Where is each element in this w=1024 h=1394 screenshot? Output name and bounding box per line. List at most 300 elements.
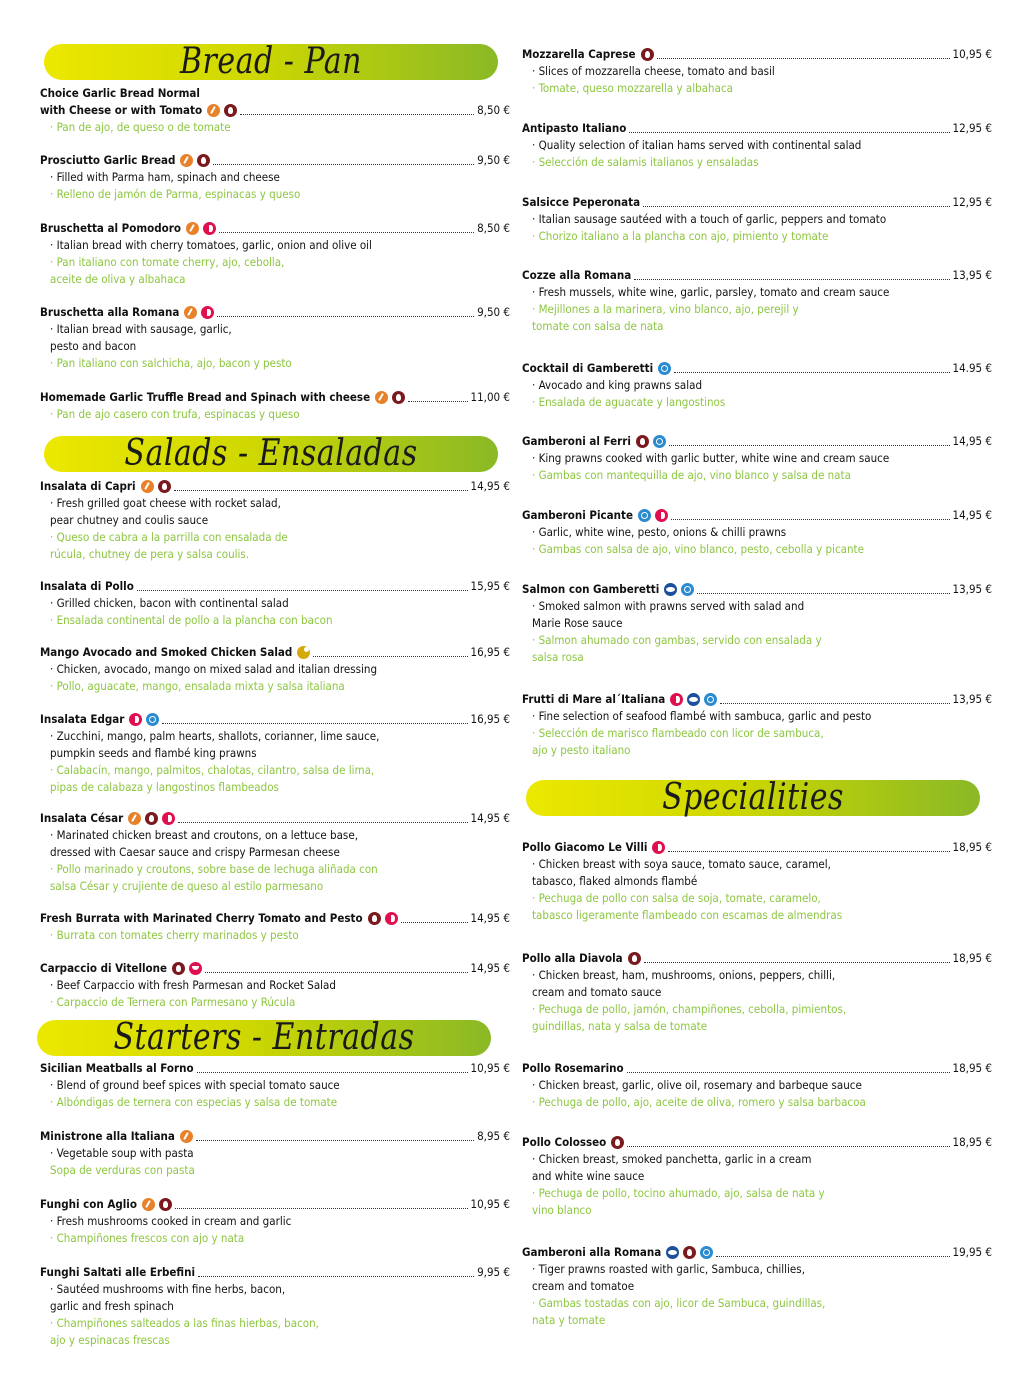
item-name: Pollo Giacomo Le Villi xyxy=(522,840,648,854)
menu-item xyxy=(40,304,510,372)
allergen-icons xyxy=(664,583,694,596)
dot-leader xyxy=(627,1146,949,1147)
item-description-es: · Pan italiano con salchicha, ajo, bacon y pesto xyxy=(50,356,292,370)
mustard-icon xyxy=(297,646,310,659)
gluten-icon xyxy=(128,812,141,825)
item-header xyxy=(40,1060,510,1077)
item-name: Bruschetta al Pomodoro xyxy=(40,221,181,235)
item-description-en: and white wine sauce xyxy=(532,1169,645,1183)
menu-item xyxy=(40,578,510,629)
allergen-icons xyxy=(207,104,237,117)
shellfish-icon xyxy=(146,713,159,726)
dot-leader xyxy=(217,316,474,317)
item-description-es: · Calabacín, mango, palmitos, chalotas, cilantro, salsa de lima, xyxy=(50,763,375,777)
item-name: Mozzarella Caprese xyxy=(522,47,636,61)
item-name: Carpaccio di Vitellone xyxy=(40,961,168,975)
dot-leader xyxy=(643,206,949,207)
item-description-es: · Gambas tostadas con ajo, licor de Sambuca, guindillas, xyxy=(532,1296,826,1310)
item-header xyxy=(522,1060,992,1077)
allergen-icons xyxy=(172,962,202,975)
item-header xyxy=(522,267,992,284)
item-name: Insalata Edgar xyxy=(40,712,125,726)
nuts-icon xyxy=(652,841,665,854)
item-description-en: · Italian sausage sautéed with a touch of garlic, peppers and tomato xyxy=(532,212,887,226)
item-description-en: · Fresh grilled goat cheese with rocket salad, xyxy=(50,496,281,510)
item-header xyxy=(40,220,510,237)
item-name: Pollo Rosemarino xyxy=(522,1061,624,1075)
nuts-icon xyxy=(201,306,214,319)
dairy-icon xyxy=(611,1136,624,1149)
item-price: 19,95 € xyxy=(952,1245,992,1259)
menu-item xyxy=(40,810,510,895)
gluten-icon xyxy=(375,391,388,404)
item-description-es: · Chorizo italiano a la plancha con ajo, pimiento y tomate xyxy=(532,229,829,243)
item-price: 18,95 € xyxy=(952,840,992,854)
allergen-icons xyxy=(180,1130,193,1143)
item-header xyxy=(40,711,510,728)
gluten-icon xyxy=(207,104,220,117)
item-description-es: · Pollo, aguacate, mango, ensalada mixta y salsa italiana xyxy=(50,679,345,693)
menu-item xyxy=(40,389,510,423)
item-price: 14,95 € xyxy=(952,508,992,522)
menu-item xyxy=(522,46,992,97)
menu-item xyxy=(522,581,992,666)
item-description-en: garlic and fresh spinach xyxy=(50,1299,174,1313)
dairy-icon xyxy=(683,1246,696,1259)
menu-item xyxy=(40,1264,510,1349)
item-header xyxy=(522,1134,992,1151)
item-description-en: · Fine selection of seafood flambé with sambuca, garlic and pesto xyxy=(532,709,872,723)
dairy-icon xyxy=(641,48,654,61)
gluten-icon xyxy=(180,154,193,167)
item-header xyxy=(40,644,510,661)
item-description-es: pipas de calabaza y langostinos flambeados xyxy=(50,780,279,794)
allergen-icons xyxy=(652,841,665,854)
item-price: 10,95 € xyxy=(952,47,992,61)
item-description-en: · Italian bread with cherry tomatoes, garlic, onion and olive oil xyxy=(50,238,372,252)
item-description-es: vino blanco xyxy=(532,1203,592,1217)
dot-leader xyxy=(178,822,467,823)
menu-item xyxy=(522,691,992,759)
allergen-icons xyxy=(611,1136,624,1149)
item-price: 13,95 € xyxy=(952,268,992,282)
dot-leader xyxy=(644,962,950,963)
item-price: 8,95 € xyxy=(477,1129,510,1143)
item-price: 18,95 € xyxy=(952,1061,992,1075)
item-header xyxy=(40,102,510,119)
dot-leader xyxy=(627,1072,950,1073)
dot-leader xyxy=(671,519,950,520)
nuts-icon xyxy=(670,693,683,706)
item-name: Salmon con Gamberetti xyxy=(522,582,660,596)
shellfish-icon xyxy=(653,435,666,448)
menu-item xyxy=(522,507,992,558)
item-name: Salsicce Peperonata xyxy=(522,195,641,209)
item-description-en: · Chicken breast, smoked panchetta, garlic in a cream xyxy=(532,1152,812,1166)
item-description-es: · Queso de cabra a la parrilla con ensalada de xyxy=(50,530,288,544)
item-header xyxy=(522,581,992,598)
shellfish-icon xyxy=(638,509,651,522)
item-description-es: · Pan de ajo casero con trufa, espinacas y queso xyxy=(50,407,300,421)
item-description-en: · Quality selection of italian hams served with continental salad xyxy=(532,138,862,152)
item-description-en: dressed with Caesar sauce and crispy Parmesan cheese xyxy=(50,845,340,859)
item-description-en: · Sautéed mushrooms with fine herbs, bacon, xyxy=(50,1282,286,1296)
item-header xyxy=(40,1264,510,1281)
item-price: 16,95 € xyxy=(470,645,510,659)
item-description-en: tabasco, flaked almonds flambé xyxy=(532,874,698,888)
menu-item xyxy=(40,1128,510,1179)
item-description-en: pumpkin seeds and flambé king prawns xyxy=(50,746,257,760)
item-description-en: · Avocado and king prawns salad xyxy=(532,378,703,392)
egg-icon xyxy=(189,962,202,975)
allergen-icons xyxy=(368,912,398,925)
item-description-es: · Champiñones salteados a las finas hierbas, bacon, xyxy=(50,1316,319,1330)
item-description-en: · Smoked salmon with prawns served with salad and xyxy=(532,599,805,613)
menu-item xyxy=(40,152,510,203)
item-header xyxy=(40,1128,510,1145)
item-header xyxy=(40,152,510,169)
item-description-es: · Mejillones a la marinera, vino blanco, ajo, perejil y xyxy=(532,302,799,316)
item-description-en: · Blend of ground beef spices with special tomato sauce xyxy=(50,1078,340,1092)
allergen-icons xyxy=(142,1198,172,1211)
item-description-es: · Pan de ajo, de queso o de tomate xyxy=(50,120,231,134)
dairy-icon xyxy=(172,962,185,975)
item-name: Bruschetta alla Romana xyxy=(40,305,180,319)
menu-item xyxy=(40,960,510,1011)
item-name: Prosciutto Garlic Bread xyxy=(40,153,176,167)
item-description-es: · Carpaccio de Ternera con Parmesano y Rúcula xyxy=(50,995,296,1009)
dot-leader xyxy=(657,58,950,59)
item-price: 9,50 € xyxy=(477,153,510,167)
item-description-en: · Italian bread with sausage, garlic, xyxy=(50,322,232,336)
allergen-icons xyxy=(641,48,654,61)
item-name: Gamberoni al Ferri xyxy=(522,434,631,448)
item-description-en: · Fresh mussels, white wine, garlic, parsley, tomato and cream sauce xyxy=(532,285,890,299)
item-description-en: · Chicken breast with soya sauce, tomato sauce, caramel, xyxy=(532,857,831,871)
item-description-en: · Filled with Parma ham, spinach and cheese xyxy=(50,170,280,184)
item-header xyxy=(522,46,992,63)
dairy-icon xyxy=(628,952,641,965)
allergen-icons xyxy=(658,362,671,375)
item-price: 12,95 € xyxy=(952,121,992,135)
item-name: Frutti di Mare al´Italiana xyxy=(522,692,666,706)
allergen-icons xyxy=(636,435,666,448)
section-banner-bread xyxy=(44,40,498,83)
dairy-icon xyxy=(158,480,171,493)
item-description-en: pear chutney and coulis sauce xyxy=(50,513,209,527)
item-description-es: · Ensalada de aguacate y langostinos xyxy=(532,395,726,409)
item-header xyxy=(40,304,510,321)
item-description-es: · Pollo marinado y croutons, sobre base de lechuga aliñada con xyxy=(50,862,378,876)
item-description-en: · Marinated chicken breast and croutons, on a lettuce base, xyxy=(50,828,358,842)
fish-icon xyxy=(687,693,700,706)
item-description-en: · Slices of mozzarella cheese, tomato and basil xyxy=(532,64,775,78)
menu-item xyxy=(40,644,510,695)
shellfish-icon xyxy=(704,693,717,706)
item-price: 11,00 € xyxy=(470,390,510,404)
item-description-es: · Selección de marisco flambeado con licor de sambuca, xyxy=(532,726,824,740)
item-description-es: · Pechuga de pollo, tocino ahumado, ajo, salsa de nata y xyxy=(532,1186,825,1200)
item-description-en: · Chicken, avocado, mango on mixed salad and italian dressing xyxy=(50,662,378,676)
allergen-icons xyxy=(638,509,668,522)
item-description-es: · Albóndigas de ternera con especias y salsa de tomate xyxy=(50,1095,338,1109)
allergen-icons xyxy=(129,713,159,726)
item-description-es: salsa César y crujiente de queso al estilo parmesano xyxy=(50,879,324,893)
item-name: with Cheese or with Tomato xyxy=(40,103,203,117)
allergen-icons xyxy=(666,1246,713,1259)
item-price: 9,50 € xyxy=(477,305,510,319)
menu-item xyxy=(522,194,992,245)
allergen-icons xyxy=(297,646,310,659)
item-description-es: · Tomate, queso mozzarella y albahaca xyxy=(532,81,733,95)
nuts-icon xyxy=(385,912,398,925)
dot-leader xyxy=(213,164,474,165)
dot-leader xyxy=(401,922,468,923)
item-name: Mango Avocado and Smoked Chicken Salad xyxy=(40,645,293,659)
item-name: Insalata di Pollo xyxy=(40,579,134,593)
item-header xyxy=(522,839,992,856)
item-name: Insalata di Capri xyxy=(40,479,136,493)
item-name: Homemade Garlic Truffle Bread and Spinach with cheese xyxy=(40,390,371,404)
item-header xyxy=(522,120,992,137)
allergen-icons xyxy=(184,306,214,319)
dot-leader xyxy=(162,723,467,724)
item-description-en: · Garlic, white wine, pesto, onions & chilli prawns xyxy=(532,525,787,539)
section-banner-specialities xyxy=(526,776,980,819)
menu-item xyxy=(40,220,510,288)
item-name: Ministrone alla Italiana xyxy=(40,1129,175,1143)
dairy-icon xyxy=(197,154,210,167)
allergen-icons xyxy=(180,154,210,167)
item-description-es: · Gambas con salsa de ajo, vino blanco, pesto, cebolla y picante xyxy=(532,542,864,556)
item-header xyxy=(522,691,992,708)
dot-leader xyxy=(697,593,949,594)
item-header xyxy=(40,578,510,595)
menu-item xyxy=(522,950,992,1035)
item-description-en: · Grilled chicken, bacon with continental salad xyxy=(50,596,289,610)
item-description-es: · Selección de salamis italianos y ensaladas xyxy=(532,155,759,169)
gluten-icon xyxy=(184,306,197,319)
item-price: 15,95 € xyxy=(470,579,510,593)
item-header xyxy=(522,507,992,524)
dairy-icon xyxy=(636,435,649,448)
item-name: Gamberoni alla Romana xyxy=(522,1245,662,1259)
menu-item xyxy=(522,1244,992,1329)
dairy-icon xyxy=(224,104,237,117)
item-name-line1: Choice Garlic Bread Normal xyxy=(40,86,200,100)
shellfish-icon xyxy=(658,362,671,375)
item-price: 14.95 € xyxy=(952,361,992,375)
item-header xyxy=(40,960,510,977)
item-description-es: Sopa de verduras con pasta xyxy=(50,1163,195,1177)
item-description-es: tomate con salsa de nata xyxy=(532,319,664,333)
item-header xyxy=(522,194,992,211)
dairy-icon xyxy=(159,1198,172,1211)
item-price: 12,95 € xyxy=(952,195,992,209)
menu-item xyxy=(522,1060,992,1111)
item-name: Insalata César xyxy=(40,811,124,825)
item-description-en: · Chicken breast, garlic, olive oil, rosemary and barbeque sauce xyxy=(532,1078,862,1092)
allergen-icons xyxy=(128,812,175,825)
item-price: 14,95 € xyxy=(952,434,992,448)
dot-leader xyxy=(720,703,949,704)
item-name: Cocktail di Gamberetti xyxy=(522,361,654,375)
item-price: 9,95 € xyxy=(477,1265,510,1279)
section-title: Bread - Pan xyxy=(180,40,362,83)
item-header xyxy=(522,950,992,967)
item-name: Pollo Colosseo xyxy=(522,1135,607,1149)
dot-leader xyxy=(668,851,949,852)
item-header xyxy=(40,478,510,495)
gluten-icon xyxy=(141,480,154,493)
item-description-en: pesto and bacon xyxy=(50,339,137,353)
item-description-en: · King prawns cooked with garlic butter, white wine and cream sauce xyxy=(532,451,890,465)
item-description-es: · Pechuga de pollo, ajo, aceite de oliva, romero y salsa barbacoa xyxy=(532,1095,866,1109)
item-price: 18,95 € xyxy=(952,951,992,965)
menu-item xyxy=(40,478,510,563)
menu-item xyxy=(40,1060,510,1111)
dot-leader xyxy=(669,445,950,446)
allergen-icons xyxy=(186,222,216,235)
item-description-es: · Champiñones frescos con ajo y nata xyxy=(50,1231,245,1245)
allergen-icons xyxy=(375,391,405,404)
dot-leader xyxy=(219,232,474,233)
shellfish-icon xyxy=(681,583,694,596)
menu-item xyxy=(522,433,992,484)
item-description-es: nata y tomate xyxy=(532,1313,606,1327)
item-price: 8,50 € xyxy=(477,221,510,235)
item-name: Sicilian Meatballs al Forno xyxy=(40,1061,194,1075)
item-description-es: rúcula, chutney de pera y salsa coulis. xyxy=(50,547,250,561)
section-banner-starters xyxy=(37,1016,491,1059)
item-description-en: · Fresh mushrooms cooked in cream and garlic xyxy=(50,1214,292,1228)
dot-leader xyxy=(313,656,467,657)
item-description-en: · Tiger prawns roasted with garlic, Sambuca, chillies, xyxy=(532,1262,805,1276)
item-description-en: · Beef Carpaccio with fresh Parmesan and Rocket Salad xyxy=(50,978,336,992)
item-price: 8,50 € xyxy=(477,103,510,117)
fish-icon xyxy=(666,1246,679,1259)
nuts-icon xyxy=(129,713,142,726)
dot-leader xyxy=(197,1072,468,1073)
item-name: Cozze alla Romana xyxy=(522,268,632,282)
dot-leader xyxy=(716,1256,949,1257)
dairy-icon xyxy=(145,812,158,825)
item-description-es: · Gambas con mantequilla de ajo, vino blanco y salsa de nata xyxy=(532,468,851,482)
menu-item xyxy=(40,1196,510,1247)
menu-item xyxy=(522,120,992,171)
item-name: Antipasto Italiano xyxy=(522,121,627,135)
item-price: 13,95 € xyxy=(952,692,992,706)
shellfish-icon xyxy=(700,1246,713,1259)
allergen-icons xyxy=(628,952,641,965)
item-price: 18,95 € xyxy=(952,1135,992,1149)
fish-icon xyxy=(664,583,677,596)
item-header xyxy=(40,1196,510,1213)
item-description-en: · Vegetable soup with pasta xyxy=(50,1146,194,1160)
item-price: 10,95 € xyxy=(470,1197,510,1211)
allergen-icons xyxy=(670,693,717,706)
item-description-es: ajo y pesto italiano xyxy=(532,743,631,757)
item-name: Funghi con Aglio xyxy=(40,1197,137,1211)
dot-leader xyxy=(408,401,467,402)
dot-leader xyxy=(174,490,468,491)
item-header xyxy=(522,360,992,377)
section-title: Salads - Ensaladas xyxy=(124,432,418,475)
item-header xyxy=(522,1244,992,1261)
item-description-en: · Chicken breast, ham, mushrooms, onions, peppers, chilli, xyxy=(532,968,836,982)
section-title: Specialities xyxy=(662,776,844,819)
menu-item xyxy=(522,839,992,924)
dot-leader xyxy=(634,279,949,280)
item-description-es: · Ensalada continental de pollo a la plancha con bacon xyxy=(50,613,333,627)
gluten-icon xyxy=(186,222,199,235)
item-description-es: · Salmon ahumado con gambas, servido con ensalada y xyxy=(532,633,822,647)
item-price: 14,95 € xyxy=(470,961,510,975)
menu-item xyxy=(40,711,510,796)
menu-item xyxy=(522,267,992,335)
item-name: Funghi Saltati alle Erbefini xyxy=(40,1265,196,1279)
item-header xyxy=(522,433,992,450)
item-description-es: · Pechuga de pollo con salsa de soja, tomate, caramelo, xyxy=(532,891,821,905)
item-description-es: · Pechuga de pollo, jamón, champiñones, cebolla, pimientos, xyxy=(532,1002,847,1016)
item-description-es: tabasco ligeramente flambeado con escamas de almendras xyxy=(532,908,843,922)
item-description-es: · Relleno de jamón de Parma, espinacas y queso xyxy=(50,187,301,201)
item-price: 14,95 € xyxy=(470,811,510,825)
nuts-icon xyxy=(203,222,216,235)
menu-item xyxy=(40,910,510,944)
item-price: 14,95 € xyxy=(470,479,510,493)
dot-leader xyxy=(175,1208,468,1209)
item-price: 16,95 € xyxy=(470,712,510,726)
gluten-icon xyxy=(142,1198,155,1211)
item-name: Pollo alla Diavola xyxy=(522,951,623,965)
item-description-es: · Burrata con tomates cherry marinados y pesto xyxy=(50,928,299,942)
dairy-icon xyxy=(368,912,381,925)
item-name: Gamberoni Picante xyxy=(522,508,633,522)
dot-leader xyxy=(240,114,474,115)
item-description-es: · Pan italiano con tomate cherry, ajo, cebolla, xyxy=(50,255,285,269)
nuts-icon xyxy=(655,509,668,522)
item-description-en: Marie Rose sauce xyxy=(532,616,623,630)
item-description-es: salsa rosa xyxy=(532,650,584,664)
dot-leader xyxy=(674,372,949,373)
menu-item xyxy=(40,85,510,136)
item-header xyxy=(40,910,510,927)
item-description-en: cream and tomato sauce xyxy=(532,985,662,999)
dairy-icon xyxy=(392,391,405,404)
item-price: 13,95 € xyxy=(952,582,992,596)
item-header xyxy=(40,810,510,827)
dot-leader xyxy=(196,1140,474,1141)
menu-item xyxy=(522,1134,992,1219)
gluten-icon xyxy=(180,1130,193,1143)
item-header xyxy=(40,389,510,406)
dot-leader xyxy=(629,132,949,133)
section-title: Starters - Entradas xyxy=(113,1016,415,1059)
menu-item xyxy=(522,360,992,411)
section-banner-salads xyxy=(44,432,498,475)
item-description-es: ajo y espinacas frescas xyxy=(50,1333,170,1347)
item-name: Fresh Burrata with Marinated Cherry Tomato and Pesto xyxy=(40,911,363,925)
dot-leader xyxy=(198,1276,474,1277)
item-price: 14,95 € xyxy=(470,911,510,925)
item-price: 10,95 € xyxy=(470,1061,510,1075)
dot-leader xyxy=(205,972,467,973)
item-description-en: cream and tomatoe xyxy=(532,1279,635,1293)
item-description-en: · Zucchini, mango, palm hearts, shallots, corianner, lime sauce, xyxy=(50,729,380,743)
item-description-es: guindillas, nata y salsa de tomate xyxy=(532,1019,708,1033)
dot-leader xyxy=(137,590,468,591)
